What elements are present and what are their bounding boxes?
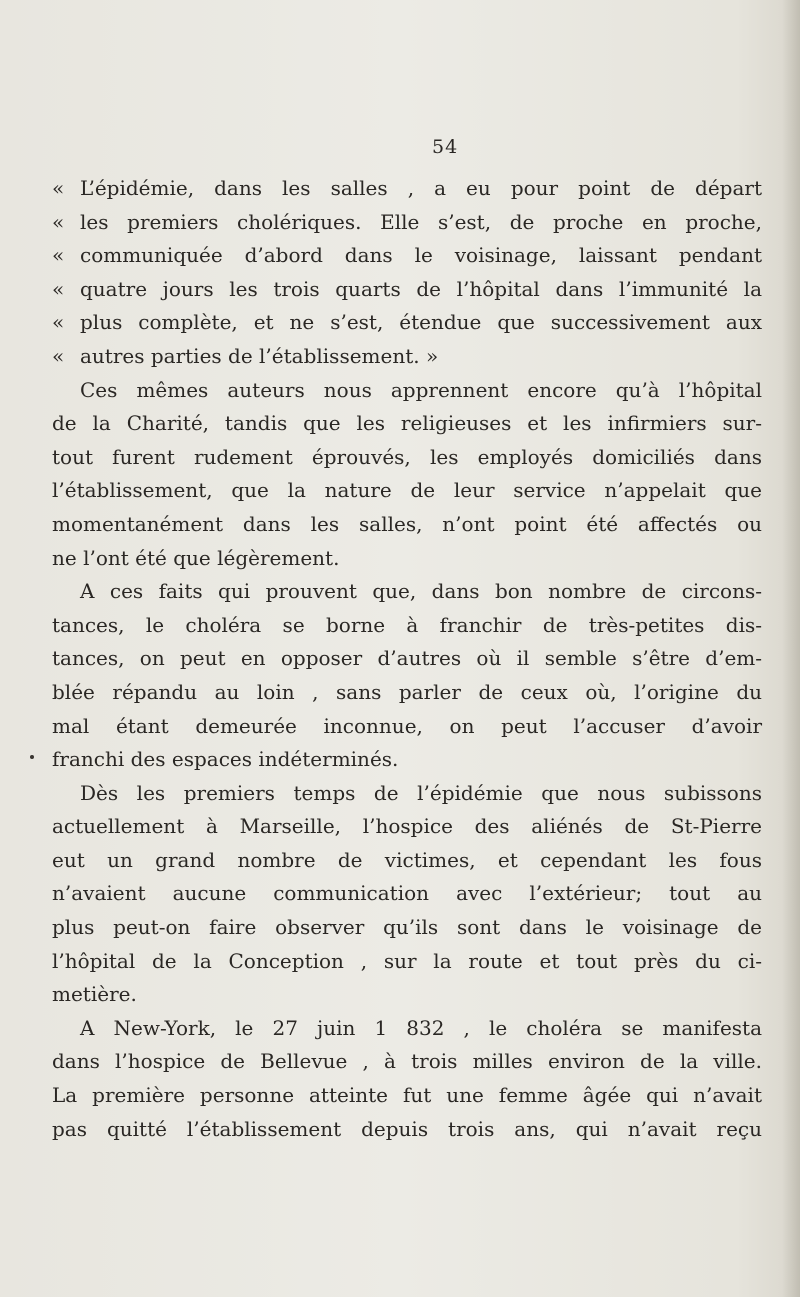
line-text: de la Charité, tandis que les religieuses et les infirmiers sur-	[52, 411, 762, 436]
text-line	[52, 1045, 762, 1079]
line-text: dans l’hospice de Bellevue , à trois milles environ de la ville.	[52, 1049, 762, 1074]
line-text: tout furent rudement éprouvés, les employés domiciliés dans	[52, 444, 762, 469]
quote-mark: «	[52, 243, 65, 268]
text-line	[52, 1012, 762, 1046]
text-line	[52, 172, 762, 206]
line-text: les premiers cholériques. Elle s’est, de proche en proche,	[80, 209, 762, 234]
line-text: momentanément dans les salles, n’ont point été affectés ou	[52, 511, 762, 536]
line-text: plus complète, et ne s’est, étendue que successivement aux	[80, 310, 762, 335]
line-text: tances, on peut en opposer d’autres où il semble s’être d’em-	[52, 646, 762, 671]
line-text: tances, le choléra se borne à franchir de très-petites dis-	[52, 612, 762, 637]
line-text: metière.	[52, 982, 137, 1007]
margin-dot	[30, 755, 34, 759]
text-line	[52, 777, 762, 811]
text-line	[52, 340, 762, 374]
line-text: Dès les premiers temps de l’épidémie que nous subissons	[80, 780, 762, 805]
text-line	[52, 609, 762, 643]
line-text: l’hôpital de la Conception , sur la route et tout près du ci-	[52, 948, 762, 973]
line-text: communiquée d’abord dans le voisinage, laissant pendant	[80, 243, 762, 268]
line-text: A New-York, le 27 juin 1 832 , le choléra se manifesta	[80, 1015, 762, 1040]
quote-mark: «	[52, 276, 65, 301]
quote-mark: «	[52, 176, 65, 200]
body-text	[52, 172, 762, 1146]
line-text: Ces mêmes auteurs nous apprennent encore qu’à l’hôpital	[80, 377, 762, 402]
text-line	[52, 1079, 762, 1113]
line-text: n’avaient aucune communication avec l’extérieur; tout au	[52, 881, 762, 906]
text-line	[52, 273, 762, 307]
text-line	[52, 810, 762, 844]
line-text: l’établissement, que la nature de leur service n’appelait que	[52, 478, 762, 503]
text-line	[52, 575, 762, 609]
text-line	[52, 911, 762, 945]
line-text: blée répandu au loin , sans parler de ceux où, l’origine du	[52, 679, 762, 704]
line-text: La première personne atteinte fut une femme âgée qui n’avait	[52, 1083, 762, 1108]
text-line	[52, 844, 762, 878]
line-text: A ces faits qui prouvent que, dans bon nombre de circons-	[80, 579, 762, 604]
text-line	[52, 508, 762, 542]
text-line	[52, 642, 762, 676]
line-text: pas quitté l’établissement depuis trois ans, qui n’avait reçu	[52, 1116, 762, 1141]
text-line	[52, 1113, 762, 1147]
page-edge-shadow	[782, 0, 800, 1297]
text-line	[52, 978, 762, 1012]
text-line	[52, 945, 762, 979]
text-line	[52, 877, 762, 911]
line-text: actuellement à Marseille, l’hospice des aliénés de St-Pierre	[52, 814, 762, 839]
text-line	[52, 474, 762, 508]
quote-mark: «	[52, 343, 65, 368]
text-line	[52, 441, 762, 475]
text-line	[52, 374, 762, 408]
text-line	[52, 710, 762, 744]
text-line	[52, 306, 762, 340]
line-text: eut un grand nombre de victimes, et cependant les fous	[52, 847, 762, 872]
line-text: plus peut-on faire observer qu’ils sont dans le voisinage de	[52, 915, 762, 940]
line-text: quatre jours les trois quarts de l’hôpital dans l’immunité la	[80, 276, 762, 301]
text-line	[52, 407, 762, 441]
line-text: ne l’ont été que légèrement.	[52, 545, 340, 570]
quote-mark: «	[52, 209, 65, 234]
line-text: mal étant demeurée inconnue, on peut l’accuser d’avoir	[52, 713, 762, 738]
text-line	[52, 743, 762, 777]
text-line	[52, 206, 762, 240]
line-text: L’épidémie, dans les salles , a eu pour point de départ	[80, 176, 762, 200]
page-number: 54	[432, 136, 459, 158]
line-text: autres parties de l’établissement. »	[80, 343, 439, 368]
text-line	[52, 542, 762, 576]
line-text: franchi des espaces indéterminés.	[52, 747, 399, 772]
quote-mark: «	[52, 310, 65, 335]
text-line	[52, 676, 762, 710]
text-line	[52, 239, 762, 273]
